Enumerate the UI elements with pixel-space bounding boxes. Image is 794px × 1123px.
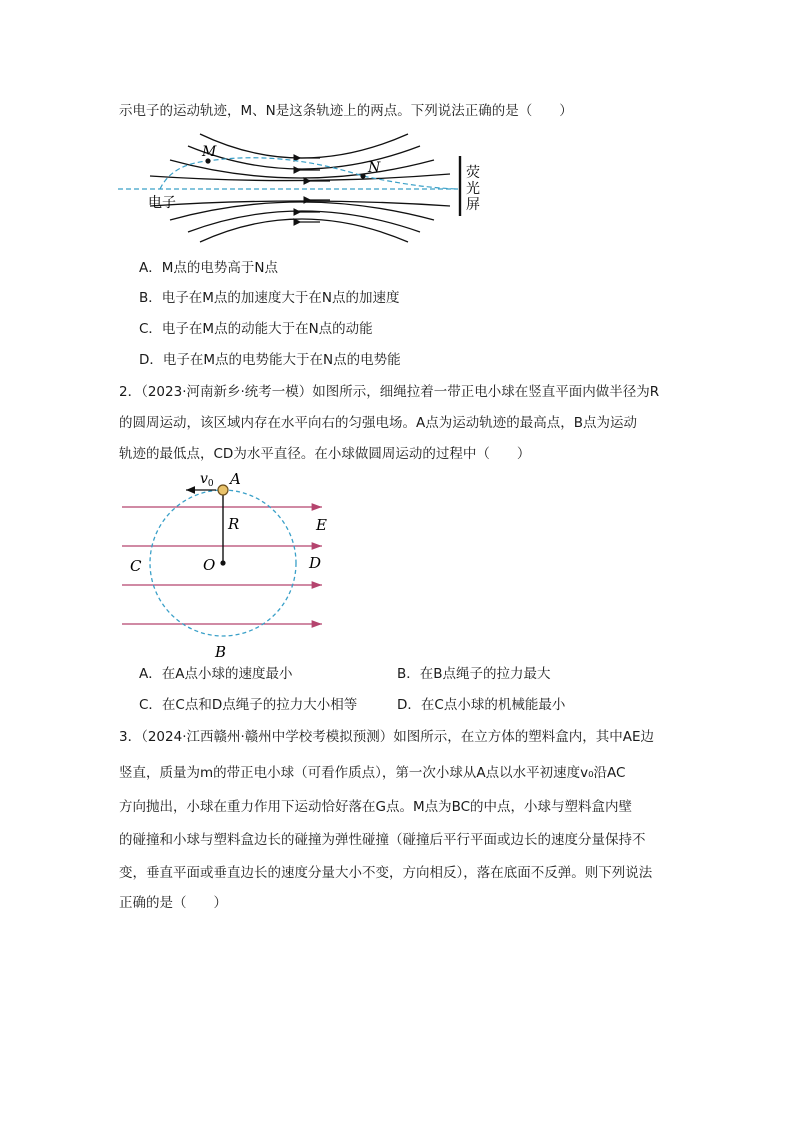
q1-option-d[interactable]: D．电子在M点的电势能大于在N点的电势能 (139, 352, 401, 368)
label-M: M (202, 144, 217, 160)
screen-label-2: 光 (466, 181, 480, 197)
point-N (360, 173, 365, 178)
label-C: C (130, 557, 142, 575)
q1-option-a[interactable]: A．M点的电势高于N点 (139, 260, 278, 276)
q3-stem-line-6: 正确的是（ ） (119, 895, 227, 911)
electron-trajectory (160, 158, 458, 189)
q2-stem-line-3: 轨迹的最低点，CD为水平直径。在小球做圆周运动的过程中（ ） (119, 446, 531, 462)
screen-label-3: 屏 (466, 197, 480, 213)
label-electron: 电子 (148, 195, 176, 211)
q2-stem-line-1: 2．（2023·河南新乡·统考一模）如图所示，细绳拉着一带正电小球在竖直平面内做半径为R (119, 384, 660, 400)
q2-option-c[interactable]: C．在C点和D点绳子的拉力大小相等 (139, 697, 358, 713)
field-line-upper-1 (200, 134, 408, 158)
label-N: N (368, 160, 381, 176)
q3-stem-line-2: 竖直，质量为m的带正电小球（可看作质点），第一次小球从A点以水平初速度v₀沿AC (119, 765, 626, 781)
label-O: O (203, 556, 216, 574)
q1-option-b[interactable]: B．电子在M点的加速度大于在N点的加速度 (139, 290, 400, 306)
q3-stem-line-5: 变，垂直平面或垂直边长的速度分量大小不变，方向相反），落在底面不反弹。则下列说法 (119, 865, 653, 881)
q1-stem: 示电子的运动轨迹，M、N是这条轨迹上的两点。下列说法正确的是（ ） (119, 103, 573, 119)
q1-option-c[interactable]: C．电子在M点的动能大于在N点的动能 (139, 321, 373, 337)
ball-at-A (218, 485, 228, 495)
q3-stem-line-1: 3．（2024·江西赣州·赣州中学校考模拟预测）如图所示，在立方体的塑料盒内，其中AE边 (119, 729, 655, 745)
label-v0: $v_0$ (200, 471, 214, 489)
q2-figure (118, 468, 338, 662)
q2-option-d[interactable]: D．在C点小球的机械能最小 (397, 697, 566, 713)
q3-stem-line-3: 方向抛出，小球在重力作用下运动恰好落在G点。M点为BC的中点，小球与塑料盒内壁 (119, 799, 633, 815)
q2-stem-line-2: 的圆周运动，该区域内存在水平向右的匀强电场。A点为运动轨迹的最高点，B点为运动 (119, 415, 637, 431)
q2-option-b[interactable]: B．在B点绳子的拉力最大 (397, 666, 551, 682)
label-D: D (309, 554, 322, 572)
label-A: A (230, 470, 241, 488)
q2-option-a[interactable]: A．在A点小球的速度最小 (139, 666, 293, 682)
field-line-upper-4 (150, 174, 450, 181)
q1-figure (110, 130, 490, 248)
screen-label-1: 荧 (466, 165, 480, 181)
label-B: B (215, 643, 227, 661)
center-O (220, 560, 225, 565)
label-R: R (228, 515, 240, 533)
label-E: E (316, 516, 327, 534)
q3-stem-line-4: 的碰撞和小球与塑料盒边长的碰撞为弹性碰撞（碰撞后平行平面或边长的速度分量保持不 (119, 832, 646, 848)
